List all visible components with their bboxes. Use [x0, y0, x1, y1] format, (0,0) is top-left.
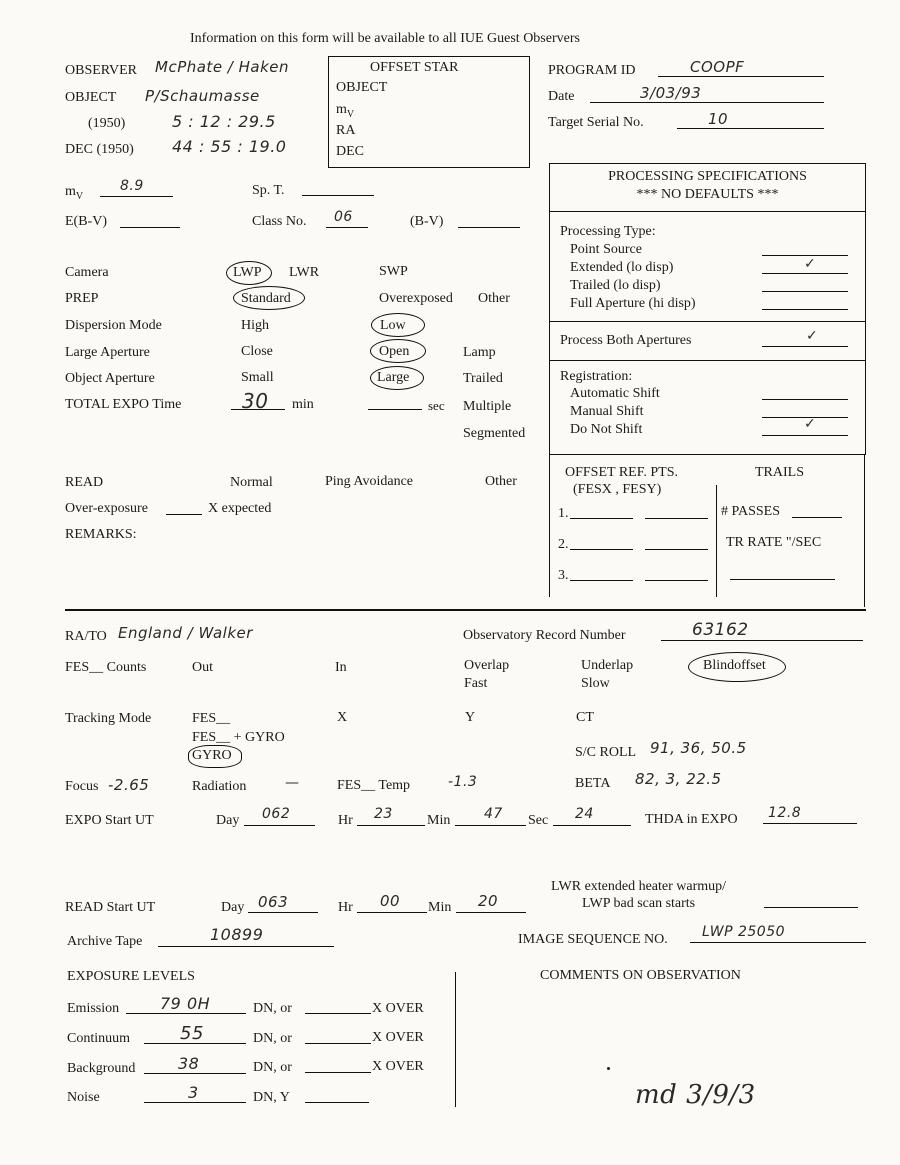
image-seq-line	[690, 942, 866, 943]
offset-ref-row-3: 3.	[558, 568, 569, 583]
automatic-shift-label: Automatic Shift	[570, 386, 660, 401]
spt-label: Sp. T.	[252, 183, 285, 198]
camera-label: Camera	[65, 265, 109, 280]
fes-temp-label: FES__ Temp	[337, 778, 411, 793]
processing-divider-1	[549, 211, 866, 212]
remarks-label: REMARKS:	[65, 527, 137, 542]
rato-label: RA/TO	[65, 629, 107, 644]
trails-title: TRAILS	[755, 465, 804, 480]
continuum-over-line[interactable]	[305, 1043, 371, 1044]
full-aperture-label: Full Aperture (hi disp)	[570, 296, 696, 311]
offset-star-title: OFFSET STAR	[370, 60, 459, 75]
noise-y-line[interactable]	[305, 1102, 369, 1103]
blindoffset-circle	[688, 652, 786, 682]
serial-value[interactable]: 10	[708, 110, 729, 128]
object-aperture-label: Object Aperture	[65, 371, 155, 386]
serial-label: Target Serial No.	[548, 115, 644, 130]
read-hr-value[interactable]: 00	[380, 892, 401, 910]
ra-value[interactable]: 5 : 12 : 29.5	[172, 112, 276, 131]
total-expo-sec-line[interactable]	[368, 409, 422, 410]
tracking-ct: CT	[576, 710, 594, 725]
both-apertures-label: Process Both Apertures	[560, 333, 692, 348]
camera-lwp-circle	[226, 261, 272, 285]
image-seq-label: IMAGE SEQUENCE NO.	[518, 932, 668, 947]
expo-min-label: Min	[427, 813, 451, 828]
total-expo-sec: sec	[428, 398, 445, 413]
emission-dn: DN, or	[253, 1001, 292, 1016]
read-day-value[interactable]: 063	[258, 893, 289, 911]
sc-roll-value[interactable]: 91, 36, 50.5	[650, 739, 747, 757]
noise-line	[144, 1102, 246, 1103]
lwr-heater-label: LWR extended heater warmup/	[551, 879, 727, 894]
do-not-shift-line[interactable]	[762, 435, 848, 436]
emission-x-over: X OVER	[372, 1001, 424, 1016]
bv-label: (B-V)	[410, 214, 444, 229]
processing-title: PROCESSING SPECIFICATIONS	[608, 169, 807, 184]
expo-sec-label: Sec	[528, 813, 549, 828]
dispersion-low-circle	[371, 313, 425, 337]
offset-trails-divider	[716, 485, 717, 597]
observer-value[interactable]: McPhate / Haken	[155, 58, 290, 76]
observer-label: OBSERVER	[65, 63, 138, 78]
trails-right-border	[864, 455, 865, 607]
processing-divider-3	[549, 360, 866, 361]
read-hr-label: Hr	[338, 900, 353, 915]
tracking-gyro[interactable]: GYRO	[192, 748, 232, 763]
camera-lwr[interactable]: LWR	[289, 265, 320, 280]
read-label: READ	[65, 475, 104, 490]
camera-swp[interactable]: SWP	[379, 264, 408, 279]
initials-signature: md 3/9/3	[635, 1080, 756, 1110]
expo-sec-line	[553, 825, 631, 826]
comments-divider	[455, 972, 456, 1107]
offset-dec-label: DEC	[336, 144, 364, 159]
read-other[interactable]: Other	[485, 474, 517, 489]
expo-day-label: Day	[216, 813, 240, 828]
archive-tape-line	[158, 946, 334, 947]
image-seq-value[interactable]: LWP 25050	[702, 924, 786, 940]
continuum-value[interactable]: 55	[180, 1023, 204, 1044]
mv-label: $m_V$	[65, 184, 84, 202]
continuum-dn: DN, or	[253, 1031, 292, 1046]
background-line	[144, 1073, 246, 1074]
offset-ref-2-x[interactable]	[570, 549, 633, 550]
expo-start-label: EXPO Start UT	[65, 813, 154, 828]
comments-label: COMMENTS ON OBSERVATION	[540, 968, 741, 983]
blindoffset-option[interactable]: Blindoffset	[703, 658, 766, 673]
focus-label: Focus	[65, 779, 99, 794]
serial-line	[677, 128, 824, 129]
emission-label: Emission	[67, 1001, 120, 1016]
exposure-levels-label: EXPOSURE LEVELS	[67, 969, 195, 984]
continuum-x-over: X OVER	[372, 1030, 424, 1045]
total-expo-min: min	[292, 397, 314, 412]
object-aperture-trailed[interactable]: Trailed	[463, 371, 503, 386]
tracking-mode-label: Tracking Mode	[65, 711, 152, 726]
ink-dot	[607, 1067, 610, 1070]
read-hr-line	[357, 912, 427, 913]
prep-overexposed[interactable]: Overexposed	[379, 291, 453, 306]
date-line	[590, 102, 824, 103]
expo-day-line	[244, 825, 315, 826]
trails-passes-label: # PASSES	[721, 504, 781, 519]
large-aperture-label: Large Aperture	[65, 345, 150, 360]
large-aperture-open[interactable]: Open	[379, 344, 410, 359]
camera-lwp[interactable]: LWP	[233, 265, 262, 280]
object-aperture-large[interactable]: Large	[377, 370, 410, 385]
background-dn: DN, or	[253, 1060, 292, 1075]
read-start-label: READ Start UT	[65, 900, 156, 915]
dispersion-low[interactable]: Low	[380, 318, 406, 333]
ebv-line	[120, 227, 180, 228]
fes-in[interactable]: In	[335, 660, 347, 675]
read-min-value[interactable]: 20	[478, 892, 499, 910]
expo-multiple[interactable]: Multiple	[463, 399, 512, 414]
prep-other[interactable]: Other	[478, 291, 510, 306]
spt-line	[302, 195, 374, 196]
continuum-label: Continuum	[67, 1031, 131, 1046]
rato-value[interactable]: England / Walker	[118, 624, 253, 642]
do-not-shift-label: Do Not Shift	[570, 422, 643, 437]
read-normal[interactable]: Normal	[230, 475, 273, 490]
thda-label: THDA in EXPO	[645, 812, 738, 827]
object-aperture-large-circle	[370, 366, 424, 390]
object-label: OBJECT	[65, 90, 117, 105]
expo-segmented[interactable]: Segmented	[463, 426, 526, 441]
offset-ref-row-2: 2.	[558, 537, 569, 552]
extended-line[interactable]	[762, 273, 848, 274]
beta-label: BETA	[575, 776, 611, 791]
offset-ref-left-border	[549, 455, 550, 597]
thda-line	[763, 823, 857, 824]
background-over-line[interactable]	[305, 1072, 371, 1073]
program-id-label: PROGRAM ID	[548, 63, 636, 78]
expo-day-value[interactable]: 062	[262, 806, 291, 822]
trails-passes-line[interactable]	[792, 517, 842, 518]
fes-fast[interactable]: Fast	[464, 676, 488, 691]
large-aperture-open-circle	[370, 339, 426, 363]
trails-rate-label: TR RATE "/SEC	[726, 535, 822, 550]
emission-over-line[interactable]	[305, 1013, 371, 1014]
expo-hr-label: Hr	[338, 813, 353, 828]
emission-line	[126, 1013, 246, 1014]
expo-min-value[interactable]: 47	[484, 806, 503, 822]
beta-value[interactable]: 82, 3, 22.5	[635, 770, 722, 788]
prep-standard-circle	[233, 286, 305, 310]
tracking-x: X	[337, 710, 348, 725]
noise-value[interactable]: 3	[188, 1083, 199, 1102]
over-exposure-label: Over-exposure	[65, 501, 148, 516]
noise-dn: DN, Y	[253, 1090, 290, 1105]
date-label: Date	[548, 89, 575, 104]
registration-label: Registration:	[560, 369, 633, 384]
offset-ref-3-x[interactable]	[570, 580, 633, 581]
extended-label: Extended (lo disp)	[570, 260, 674, 275]
object-value[interactable]: P/Schaumasse	[145, 87, 260, 105]
trailed-label: Trailed (lo disp)	[570, 278, 661, 293]
offset-object-label: OBJECT	[336, 80, 388, 95]
total-expo-label: TOTAL EXPO Time	[65, 397, 182, 412]
dec-value[interactable]: 44 : 55 : 19.0	[172, 137, 287, 156]
emission-value[interactable]: 79 0H	[160, 994, 211, 1013]
sc-roll-label: S/C ROLL	[575, 745, 637, 760]
ra-label: (1950)	[88, 116, 126, 131]
fes-slow[interactable]: Slow	[581, 676, 610, 691]
obs-record-label: Observatory Record Number	[463, 628, 626, 643]
manual-shift-label: Manual Shift	[570, 404, 644, 419]
thda-value[interactable]: 12.8	[768, 805, 802, 821]
full-aperture-line[interactable]	[762, 309, 848, 310]
archive-tape-value[interactable]: 10899	[210, 925, 264, 944]
mv-value[interactable]: 8.9	[120, 178, 144, 194]
program-id-line	[658, 76, 824, 77]
background-value[interactable]: 38	[178, 1054, 200, 1073]
offset-ref-3-y[interactable]	[645, 580, 708, 581]
noise-label: Noise	[67, 1090, 100, 1105]
background-x-over: X OVER	[372, 1059, 424, 1074]
total-expo-value[interactable]: 30	[242, 389, 269, 413]
lwp-bad-scan-label: LWP bad scan starts	[582, 896, 696, 911]
offset-ref-1-y[interactable]	[645, 518, 708, 519]
trails-rate-line[interactable]	[730, 579, 835, 580]
offset-mv-label: $m_V$	[336, 102, 355, 120]
class-line	[326, 227, 368, 228]
lwr-heater-line[interactable]	[764, 907, 858, 908]
tracking-y: Y	[465, 710, 476, 725]
date-value[interactable]: 3/03/93	[640, 84, 702, 102]
fes-underlap[interactable]: Underlap	[581, 658, 634, 673]
trailed-line[interactable]	[762, 291, 848, 292]
large-aperture-close[interactable]: Close	[241, 344, 273, 359]
both-apertures-line[interactable]	[762, 346, 848, 347]
read-day-label: Day	[221, 900, 245, 915]
background-label: Background	[67, 1061, 136, 1076]
fes-temp-value[interactable]: -1.3	[448, 774, 478, 790]
fes-out[interactable]: Out	[192, 660, 213, 675]
mv-line	[100, 196, 173, 197]
expo-min-line	[455, 825, 526, 826]
bv-line	[458, 227, 520, 228]
large-aperture-lamp[interactable]: Lamp	[463, 345, 496, 360]
dec-label: DEC (1950)	[65, 142, 134, 157]
expo-hr-line	[357, 825, 425, 826]
dispersion-high[interactable]: High	[241, 318, 269, 333]
offset-ref-title: OFFSET REF. PTS.	[565, 465, 678, 480]
radiation-value[interactable]: —	[285, 775, 300, 791]
program-id-value[interactable]: COOPF	[690, 58, 745, 76]
form-notice: Information on this form will be available to all IUE Guest Observers	[190, 31, 580, 46]
fes-counts-label: FES__ Counts	[65, 660, 147, 675]
ebv-label: E(B-V)	[65, 214, 107, 229]
read-min-label: Min	[428, 900, 452, 915]
focus-value[interactable]: -2.65	[108, 776, 150, 794]
point-source-label: Point Source	[570, 242, 642, 257]
tracking-gyro-circle	[188, 745, 242, 768]
prep-standard[interactable]: Standard	[241, 291, 291, 306]
read-min-line	[456, 912, 526, 913]
extended-check[interactable]: ✓	[804, 256, 817, 272]
class-label: Class No.	[252, 214, 307, 229]
offset-ref-1-x[interactable]	[570, 518, 633, 519]
expo-sec-value[interactable]: 24	[575, 806, 594, 822]
section-separator	[65, 609, 866, 611]
radiation-label: Radiation	[192, 779, 247, 794]
read-day-line	[248, 912, 318, 913]
read-ping-avoidance[interactable]: Ping Avoidance	[325, 474, 414, 489]
dispersion-label: Dispersion Mode	[65, 318, 162, 333]
offset-ref-2-y[interactable]	[645, 549, 708, 550]
obs-record-line	[661, 640, 863, 641]
both-apertures-check[interactable]: ✓	[806, 328, 819, 344]
prep-label: PREP	[65, 291, 99, 306]
over-exposure-line[interactable]	[166, 514, 202, 515]
do-not-shift-check[interactable]: ✓	[804, 416, 817, 432]
tracking-fes[interactable]: FES__	[192, 711, 231, 726]
expo-hr-value[interactable]: 23	[374, 806, 393, 822]
fes-overlap[interactable]: Overlap	[464, 658, 510, 673]
processing-no-defaults: *** NO DEFAULTS ***	[636, 187, 779, 202]
offset-ref-subtitle: (FESX , FESY)	[573, 482, 662, 497]
offset-ref-row-1: 1.	[558, 506, 569, 521]
over-exposure-expected: X expected	[208, 501, 272, 516]
object-aperture-small[interactable]: Small	[241, 370, 274, 385]
automatic-shift-line[interactable]	[762, 399, 848, 400]
offset-ra-label: RA	[336, 123, 356, 138]
obs-record-value[interactable]: 63162	[692, 620, 749, 640]
processing-type-label: Processing Type:	[560, 224, 656, 239]
archive-tape-label: Archive Tape	[67, 934, 143, 949]
processing-divider-2	[549, 321, 866, 322]
class-value[interactable]: 06	[334, 209, 353, 225]
tracking-fes-gyro[interactable]: FES__ + GYRO	[192, 730, 285, 745]
